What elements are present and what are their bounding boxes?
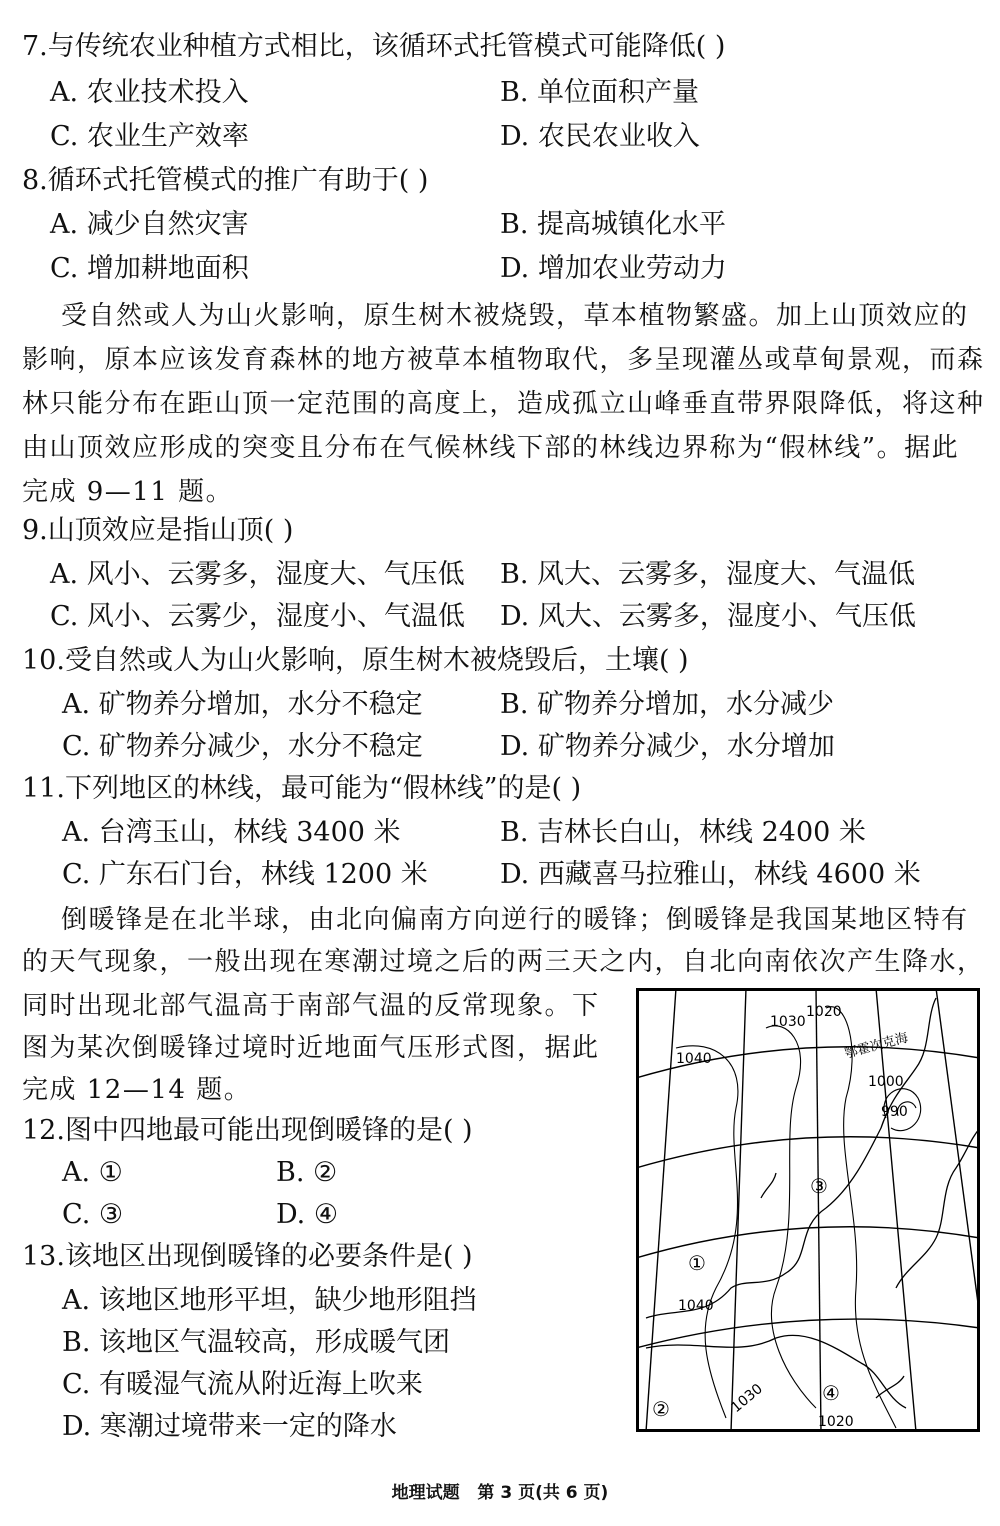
q7-option-c: C. 农业生产效率 bbox=[50, 121, 249, 152]
passage2-line2: 的天气现象，一般出现在寒潮过境之后的两三天之内，自北向南依次产生降水， bbox=[22, 947, 985, 977]
sea-label: 鄂霍次克海 bbox=[843, 1030, 910, 1062]
q13-option-c: C. 有暖湿气流从附近海上吹来 bbox=[62, 1369, 423, 1400]
q11-option-b: B. 吉林长白山，林线 2400 米 bbox=[500, 817, 866, 848]
passage1-line1: 受自然或人为山火影响，原生树木被烧毁，草本植物繁盛。加上山顶效应的 bbox=[22, 301, 969, 331]
q7-option-d: D. 农民农业收入 bbox=[500, 121, 700, 152]
isobar-label-1020-north: 1020 bbox=[806, 1004, 842, 1020]
passage1-line5: 完成 9—11 题。 bbox=[22, 477, 234, 507]
q9-stem: 9.山顶效应是指山顶( ) bbox=[22, 515, 294, 546]
passage2-line4: 图为某次倒暖锋过境时近地面气压形式图，据此 bbox=[22, 1033, 600, 1063]
point-1-marker: ① bbox=[688, 1251, 706, 1275]
isobar-label-1030-south: 1030 bbox=[728, 1380, 766, 1417]
q13-option-a: A. 该地区地形平坦，缺少地形阻挡 bbox=[62, 1285, 477, 1316]
isobar-label-1030-north: 1030 bbox=[770, 1014, 806, 1030]
q7-stem: 7.与传统农业种植方式相比，该循环式托管模式可能降低( ) bbox=[22, 31, 726, 62]
point-4-marker: ④ bbox=[822, 1381, 840, 1405]
isobar-label-990: 990 bbox=[881, 1104, 908, 1120]
passage2-line3: 同时出现北部气温高于南部气温的反常现象。下 bbox=[22, 991, 600, 1021]
point-3-marker: ③ bbox=[810, 1174, 828, 1198]
point-2-marker: ② bbox=[652, 1397, 670, 1421]
q9-option-c: C. 风小、云雾少，湿度小、气温低 bbox=[50, 601, 465, 632]
q10-option-d: D. 矿物养分减少，水分增加 bbox=[500, 731, 835, 762]
q10-stem: 10.受自然或人为山火影响，原生树木被烧毁后，土壤( ) bbox=[22, 645, 689, 676]
q11-option-d: D. 西藏喜马拉雅山，林线 4600 米 bbox=[500, 859, 921, 890]
q9-option-d: D. 风大、云雾多，湿度小、气压低 bbox=[500, 601, 916, 632]
isobar-label-1000: 1000 bbox=[868, 1074, 904, 1090]
q7-option-b: B. 单位面积产量 bbox=[500, 77, 700, 108]
q12-option-b: B. ② bbox=[276, 1157, 338, 1188]
q13-stem: 13.该地区出现倒暖锋的必要条件是( ) bbox=[22, 1241, 473, 1272]
isobar-label-1020-south: 1020 bbox=[818, 1414, 854, 1430]
q11-option-a: A. 台湾玉山，林线 3400 米 bbox=[62, 817, 401, 848]
q12-option-d: D. ④ bbox=[276, 1199, 339, 1230]
passage1-line3: 林只能分布在距山顶一定范围的高度上，造成孤立山峰垂直带界限降低，将这种 bbox=[22, 389, 985, 419]
q11-stem: 11.下列地区的林线，最可能为“假林线”的是( ) bbox=[22, 773, 582, 804]
q12-option-a: A. ① bbox=[62, 1157, 123, 1188]
q8-option-a: A. 减少自然灾害 bbox=[50, 209, 249, 240]
q8-stem: 8.循环式托管模式的推广有助于( ) bbox=[22, 165, 429, 196]
q9-option-b: B. 风大、云雾多，湿度大、气温低 bbox=[500, 559, 916, 590]
q8-option-c: C. 增加耕地面积 bbox=[50, 253, 249, 284]
q10-option-b: B. 矿物养分增加，水分减少 bbox=[500, 689, 835, 720]
q12-stem: 12.图中四地最可能出现倒暖锋的是( ) bbox=[22, 1115, 473, 1146]
passage2-line1: 倒暖锋是在北半球，由北向偏南方向逆行的暖锋；倒暖锋是我国某地区特有 bbox=[22, 905, 969, 935]
isobar-label-1040-north: 1040 bbox=[676, 1051, 712, 1067]
q10-option-c: C. 矿物养分减少，水分不稳定 bbox=[62, 731, 423, 762]
q13-option-d: D. 寒潮过境带来一定的降水 bbox=[62, 1411, 397, 1442]
passage2-line5: 完成 12—14 题。 bbox=[22, 1075, 252, 1105]
q13-option-b: B. 该地区气温较高，形成暖气团 bbox=[62, 1327, 451, 1358]
q7-option-a: A. 农业技术投入 bbox=[50, 77, 249, 108]
q11-option-c: C. 广东石门台，林线 1200 米 bbox=[62, 859, 428, 890]
page-footer: 地理试题 第 3 页(共 6 页) bbox=[391, 1483, 609, 1503]
passage1-line4: 由山顶效应形成的突变且分布在气候林线下部的林线边界称为“假林线”。据此 bbox=[22, 433, 960, 463]
q9-option-a: A. 风小、云雾多，湿度大、气压低 bbox=[50, 559, 465, 590]
q12-option-c: C. ③ bbox=[62, 1199, 124, 1230]
isobar-label-1040-south: 1040 bbox=[678, 1298, 714, 1314]
pressure-map-figure bbox=[636, 988, 980, 1432]
q8-option-b: B. 提高城镇化水平 bbox=[500, 209, 727, 240]
passage1-line2: 影响，原本应该发育森林的地方被草本植物取代，多呈现灌丛或草甸景观，而森 bbox=[22, 345, 985, 375]
q10-option-a: A. 矿物养分增加，水分不稳定 bbox=[62, 689, 423, 720]
q8-option-d: D. 增加农业劳动力 bbox=[500, 253, 727, 284]
